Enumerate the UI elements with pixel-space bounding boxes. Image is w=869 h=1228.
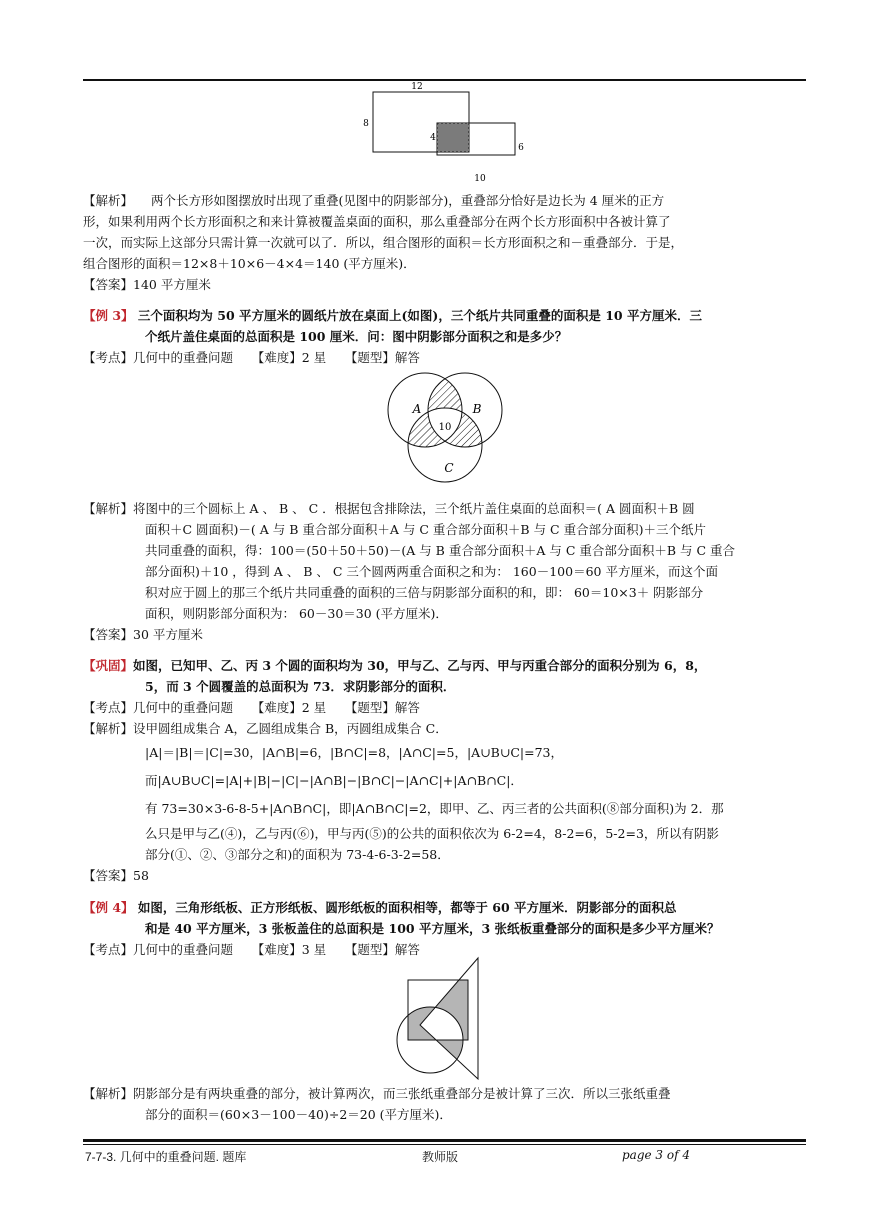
question-text: 三个面积均为 50 平方厘米的圆纸片放在桌面上(如图)，三个纸片共同重叠的面积是 10 平方厘米．三	[137, 308, 702, 323]
footer-rule	[83, 1144, 806, 1145]
analysis-1	[83, 190, 806, 295]
analysis-text: 组合图形的面积＝12×8＋10×6－4×4＝140 (平方厘米)．	[83, 256, 416, 271]
footer-page-number: page 3 of 4	[622, 1148, 690, 1162]
example-3	[83, 305, 806, 368]
analysis-formula: 而|A∪B∪C|=|A|+|B|−|C|−|A∩B|−|B∩C|−|A∩C|+|A∩B∩C|．	[145, 773, 523, 788]
analysis-text: 形，如果利用两个长方形面积之和来计算被覆盖桌面的面积，那么重叠部分在两个长方形面积中各被计算了	[83, 214, 671, 229]
circle-c-label: C	[444, 461, 454, 475]
circle-a-label: A	[412, 402, 422, 416]
example-4	[83, 897, 806, 960]
answer-label: 【答案】	[83, 868, 134, 883]
analysis-text: 么只是甲与乙(④)，乙与丙(⑥)，甲与丙(⑤)的公共的面积依次为 6-2=4，8-2=6，5-2=3，所以有阴影	[145, 826, 719, 841]
label-10: 10	[474, 174, 486, 184]
label-6: 6	[518, 143, 524, 153]
question-text: 和是 40 平方厘米，3 张板盖住的总面积是 100 平方厘米，3 张纸板重叠部分的面积是多少平方厘米？	[145, 921, 720, 936]
answer-text: 140 平方厘米	[133, 277, 211, 292]
analysis-text: 面积，则阴影部分面积为： 60－30＝30 (平方厘米)．	[145, 606, 448, 621]
overlapping-rectangles-figure	[355, 80, 535, 185]
answer-text: 30 平方厘米	[133, 627, 203, 642]
label-8: 8	[363, 119, 369, 129]
analysis-text: 部分(①、②、③部分之和)的面积为 73-4-6-3-2=58．	[145, 847, 450, 862]
analysis-label: 【解析】	[83, 721, 134, 736]
analysis-label: 【解析】	[83, 501, 134, 516]
footer-edition: 教师版	[422, 1150, 459, 1164]
label-4: 4	[430, 133, 436, 143]
example-3-analysis	[83, 498, 806, 645]
answer-label: 【答案】	[83, 277, 134, 292]
question-meta: 【考点】几何中的重叠问题 【难度】2 星 【题型】解答	[83, 700, 420, 715]
analysis-text: 部分的面积＝(60×3－100－40)÷2＝20 (平方厘米)．	[145, 1107, 452, 1122]
circle-b-label: B	[472, 402, 482, 416]
analysis-label: 【解析】	[83, 193, 134, 208]
analysis-label: 【解析】	[83, 1086, 134, 1101]
analysis-formula: |A|＝|B|＝|C|=30，|A∩B|=6，|B∩C|=8，|A∩C|=5，|A∪B∪C|=73，	[145, 745, 563, 760]
analysis-text: 阴影部分是有两块重叠的部分，被计算两次，而三张纸重叠部分是被计算了三次．所以三张纸重叠	[133, 1086, 671, 1101]
analysis-text: 两个长方形如图摆放时出现了重叠(见图中的阴影部分)，重叠部分恰好是边长为 4 厘米的正方	[151, 193, 665, 208]
center-value: 10	[438, 422, 452, 433]
question-meta: 【考点】几何中的重叠问题 【难度】2 星 【题型】解答	[83, 350, 420, 365]
example-tag: 【例 4】	[83, 900, 134, 915]
label-12: 12	[411, 82, 423, 92]
analysis-text: 将图中的三个圆标上 A 、 B 、 C ．根据包含排除法，三个纸片盖住桌面的总面积＝( A 圆面积＋B 圆	[133, 501, 695, 516]
question-text: 个纸片盖住桌面的总面积是 100 厘米．问：图中阴影部分面积之和是多少？	[145, 329, 568, 344]
analysis-text: 设甲圆组成集合 A，乙圆组成集合 B，丙圆组成集合 C．	[133, 721, 448, 736]
analysis-text: 面积＋C 圆面积)－( A 与 B 重合部分面积＋A 与 C 重合部分面积＋B 与 C 重合部分面积)＋三个纸片	[145, 522, 706, 537]
example-tag: 【例 3】	[83, 308, 134, 323]
analysis-text: 一次，而实际上这部分只需计算一次就可以了．所以，组合图形的面积＝长方形面积之和－重叠部分．于是，	[83, 235, 684, 250]
question-text: 5，而 3 个圆覆盖的总面积为 73．求阴影部分的面积．	[145, 679, 456, 694]
answer-text: 58	[133, 868, 149, 883]
consolidation-exercise	[83, 655, 806, 886]
analysis-text: 共同重叠的面积，得：100＝(50＋50＋50)－(A 与 B 重合部分面积＋A 与 C 重合部分面积＋B 与 C 重合	[145, 543, 736, 558]
example-tag: 【巩固】	[83, 658, 134, 673]
answer-label: 【答案】	[83, 627, 134, 642]
question-text: 如图，已知甲、乙、丙 3 个圆的面积均为 30，甲与乙、乙与丙、甲与丙重合部分的面积分别为 6，8，	[133, 658, 707, 673]
footer-source: 7-7-3. 几何中的重叠问题. 题库	[85, 1150, 247, 1164]
footer-rule	[83, 1139, 806, 1142]
question-text: 如图，三角形纸板、正方形纸板、圆形纸板的面积相等，都等于 60 平方厘米．阴影部分的面积总	[137, 900, 677, 915]
venn-three-circles-figure	[380, 365, 510, 490]
analysis-text: 积对应于圆上的那三个纸片共同重叠的面积的三倍与阴影部分面积的和，即： 60＝10×3＋ 阴影部分	[145, 585, 704, 600]
triangle-square-circle-figure	[390, 955, 500, 1083]
question-meta: 【考点】几何中的重叠问题 【难度】3 星 【题型】解答	[83, 942, 420, 957]
analysis-text: 部分面积)＋10 ，得到 A 、 B 、 C 三个圆两两重合面积之和为： 160－100＝60 平方厘米，而这个面	[145, 564, 718, 579]
analysis-text: 有 73=30×3-6-8-5+|A∩B∩C|，即|A∩B∩C|=2，即甲、乙、丙三者的公共面积(⑧部分面积)为 2．那	[145, 801, 724, 816]
example-4-analysis	[83, 1083, 806, 1125]
